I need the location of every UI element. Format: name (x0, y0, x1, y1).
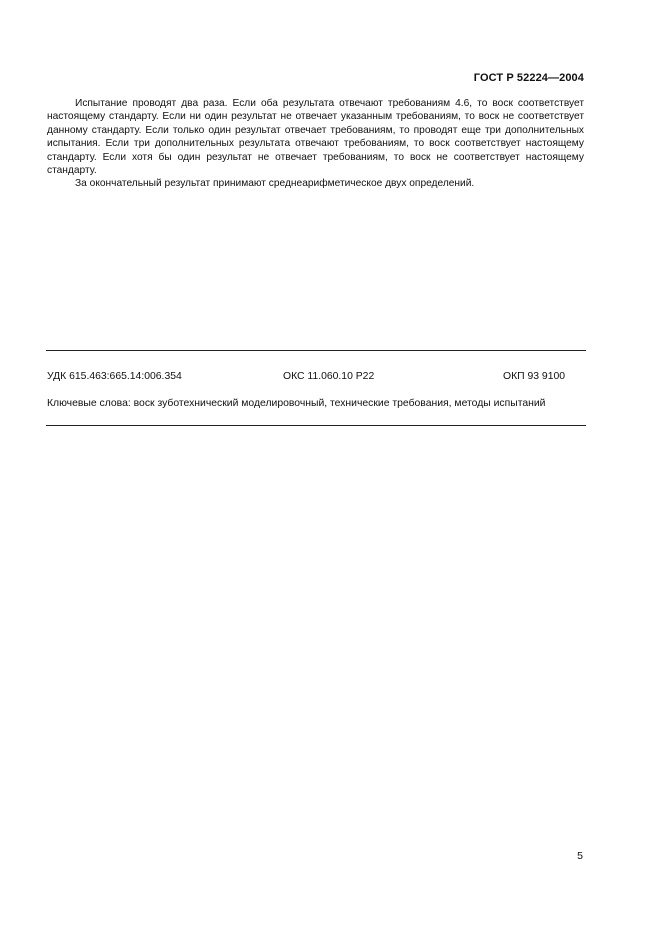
okp-code: ОКП 93 9100 (503, 371, 566, 382)
standard-code: ГОСТ Р 52224—2004 (473, 72, 584, 84)
divider-bottom (46, 425, 586, 426)
paragraph-final-result: За окончательный результат принимают среднеарифметическое двух определений. (75, 178, 475, 190)
divider-top (46, 350, 586, 351)
keywords-line: Ключевые слова: воск зуботехнический моделировочный, технические требования, методы испытаний (47, 398, 546, 409)
paragraph-test-procedure: Испытание проводят два раза. Если оба результата отвечают требованиям 4.6, то воск соответствует настоящему стандарту. Если ни один результат не отвечает указанным требованиям, то воск не соответствует данному стандарту. Если только один результат отвечает требованиям, то проводят еще три дополнительных испытания. Если три дополнительных результата отвечают требованиям, то воск соответствует настоящему стандарту. Если хотя бы один результат не отвечает требованиям, то воск не соответствует настоящему стандарту. (47, 98, 584, 177)
body-text (47, 97, 584, 191)
page-number: 5 (577, 850, 583, 862)
classification-row (47, 371, 584, 385)
udk-code: УДК 615.463:665.14:006.354 (47, 371, 182, 382)
oks-code: ОКС 11.060.10 Р22 (283, 371, 375, 382)
